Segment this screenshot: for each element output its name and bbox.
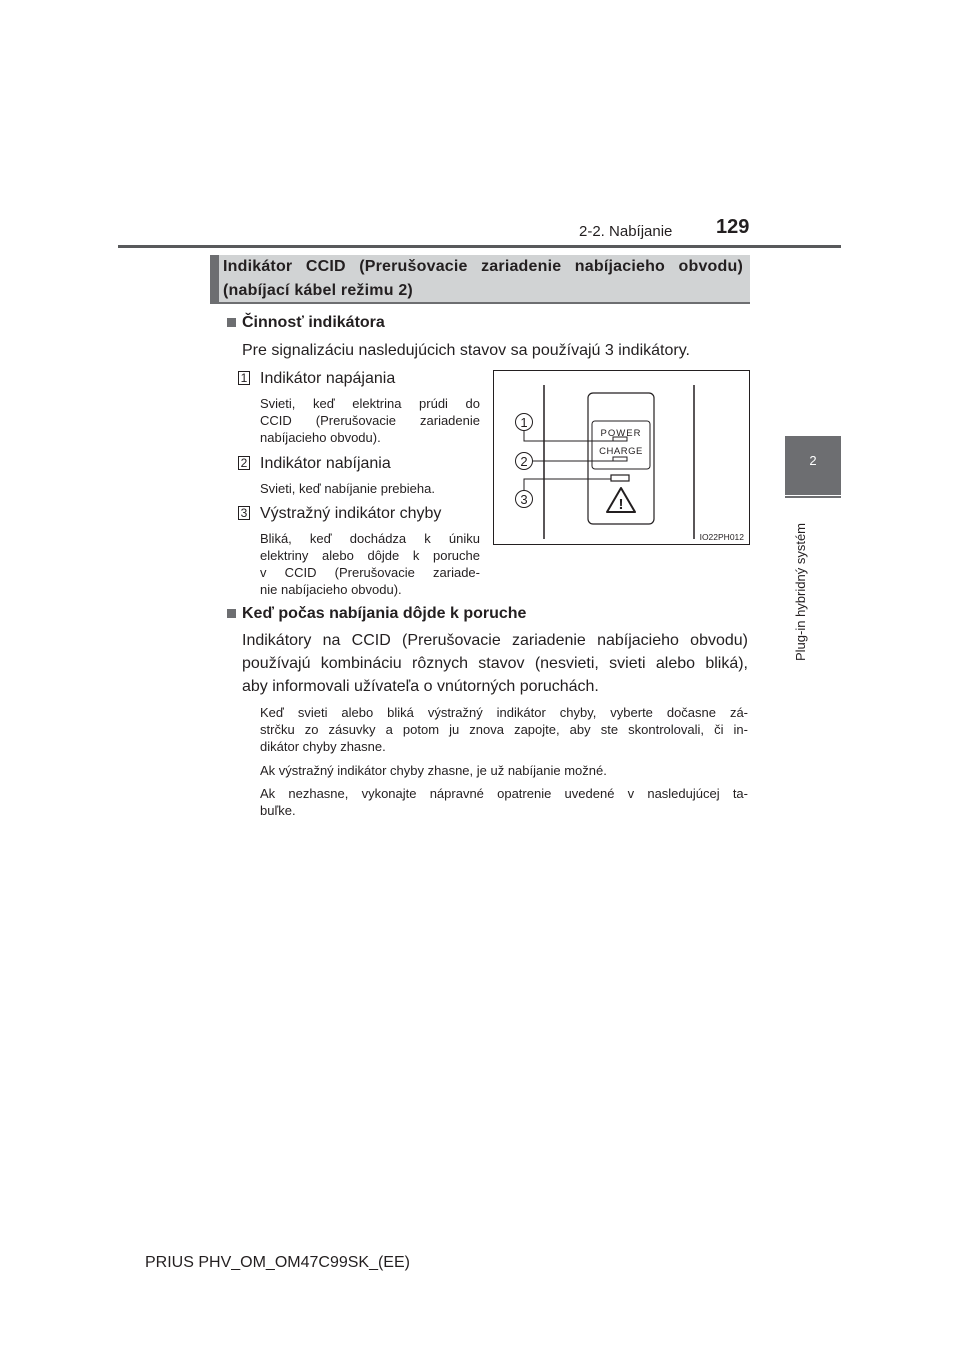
- chapter-tab-number: 2: [809, 453, 817, 468]
- page-number: 129: [716, 216, 750, 238]
- section-title-line-1: Indikátor CCID (Prerušovacie zariadenie nabíjacieho obvodu): [223, 258, 743, 275]
- malfunction-para-line: Indikátory na CCID (Prerušovacie zariadenie nabíjacieho obvodu): [242, 632, 748, 649]
- malfunction-para-line: aby informovali užívateľa o vnútorných poruchách.: [242, 678, 599, 695]
- heading-indicator-operation: Činnosť indikátora: [242, 314, 385, 331]
- item-desc-line: v CCID (Prerušovacie zariade-: [260, 565, 480, 580]
- item-title-power: Indikátor napájania: [260, 370, 396, 387]
- malfunction-para-line: používajú kombináciu rôznych stavov (nesvieti, svieti alebo bliká),: [242, 655, 748, 672]
- item-desc-line: nie nabíjacieho obvodu).: [260, 582, 402, 597]
- power-label: POWER: [600, 428, 642, 439]
- ccid-indicator-figure: [493, 370, 750, 545]
- charge-indicator-lamp: [613, 457, 627, 461]
- item-desc-line: Bliká, keď dochádza k úniku: [260, 531, 480, 546]
- error-indicator-lamp: [611, 475, 629, 481]
- note-line: Keď svieti alebo bliká výstražný indikátor chyby, vyberte dočasne zá-: [260, 705, 748, 720]
- chapter-tab-rule: [785, 496, 841, 498]
- item-desc-line: Svieti, keď nabíjanie prebieha.: [260, 481, 435, 496]
- header-section-title: 2-2. Nabíjanie: [579, 223, 673, 240]
- item-desc-line: Svieti, keď elektrina prúdi do: [260, 396, 480, 411]
- warning-exclamation: !: [618, 496, 624, 513]
- note-line: Ak výstražný indikátor chyby zhasne, je už nabíjanie možné.: [260, 763, 607, 778]
- callout-number-3: 3: [520, 492, 528, 507]
- note-line: Ak nezhasne, vykonajte nápravné opatrenie uvedené v nasledujúcej ta-: [260, 786, 748, 801]
- item-title-warning: Výstražný indikátor chyby: [260, 505, 442, 522]
- heading-bullet: [227, 318, 236, 327]
- chapter-tab-label: Plug-in hybridný systém: [793, 523, 808, 661]
- note-line: buľke.: [260, 803, 296, 818]
- header-rule: [118, 245, 841, 248]
- intro-text: Pre signalizáciu nasledujúcich stavov sa používajú 3 indikátory.: [242, 342, 690, 359]
- ccid-diagram: [494, 371, 749, 544]
- callout-number-2: 2: [520, 454, 528, 469]
- item-desc-line: nabíjacieho obvodu).: [260, 430, 381, 445]
- item-number-3: 3: [238, 506, 250, 520]
- item-number-2: 2: [238, 456, 250, 470]
- note-line: dikátor chyby zhasne.: [260, 739, 386, 754]
- section-title-line-2: (nabíjací kábel režimu 2): [223, 282, 413, 299]
- heading-malfunction: Keď počas nabíjania dôjde k poruche: [242, 605, 527, 622]
- item-title-charge: Indikátor nabíjania: [260, 455, 391, 472]
- item-desc-line: CCID (Prerušovacie zariadenie: [260, 413, 480, 428]
- item-desc-line: elektriny alebo dôjde k poruche: [260, 548, 480, 563]
- leader-line-3: [524, 479, 611, 490]
- document-code-footer: PRIUS PHV_OM_OM47C99SK_(EE): [145, 1254, 410, 1271]
- charge-label: CHARGE: [599, 446, 643, 457]
- note-line: strčku zo zásuvky a potom ju znova zapojte, aby ste skontrolovali, či in-: [260, 722, 748, 737]
- figure-code: IO22PH012: [699, 532, 744, 542]
- item-number-1: 1: [238, 371, 250, 385]
- heading-bullet: [227, 609, 236, 618]
- callout-number-1: 1: [520, 415, 528, 430]
